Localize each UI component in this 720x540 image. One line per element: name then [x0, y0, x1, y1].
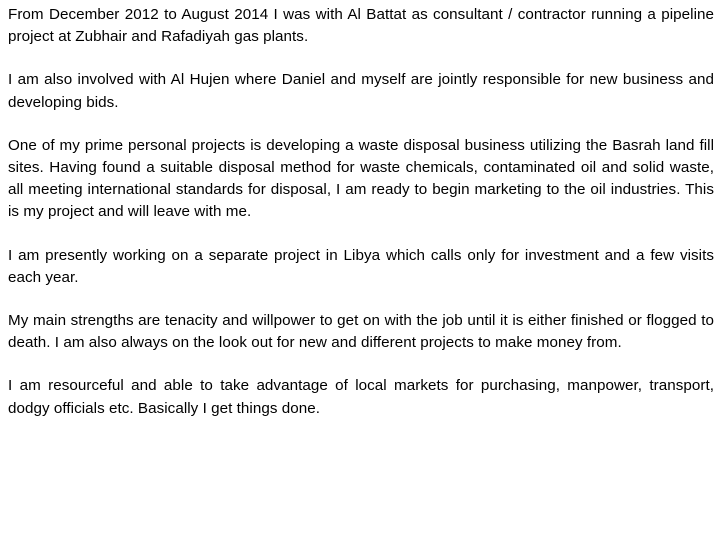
paragraph-waste-disposal-project: One of my prime personal projects is developing a waste disposal business utilizing the Basrah land fill sites. Having found a suitable disposal method for waste chemicals, contaminated oil and solid waste, all meeting international standards for disposal, I am ready to begin marketing to the oil industries. This is my project and will leave with me. [8, 136, 714, 221]
paragraph-strengths: My main strengths are tenacity and willpower to get on with the job until it is either finished or flogged to death. I am also always on the look out for new and different projects to make money from. [8, 312, 714, 352]
paragraph-employment-history: From December 2012 to August 2014 I was with Al Battat as consultant / contractor running a pipeline project at Zubhair and Rafadiyah gas plants. [8, 6, 714, 46]
paragraph-resourcefulness: I am resourceful and able to take advantage of local markets for purchasing, manpower, transport, dodgy officials etc. Basically I get things done. [8, 377, 714, 417]
document-text [8, 4, 714, 441]
paragraph-libya-project: I am presently working on a separate project in Libya which calls only for investment and a few visits each year. [8, 246, 714, 286]
paragraph-al-hujen: I am also involved with Al Hujen where Daniel and myself are jointly responsible for new business and developing bids. [8, 71, 714, 111]
